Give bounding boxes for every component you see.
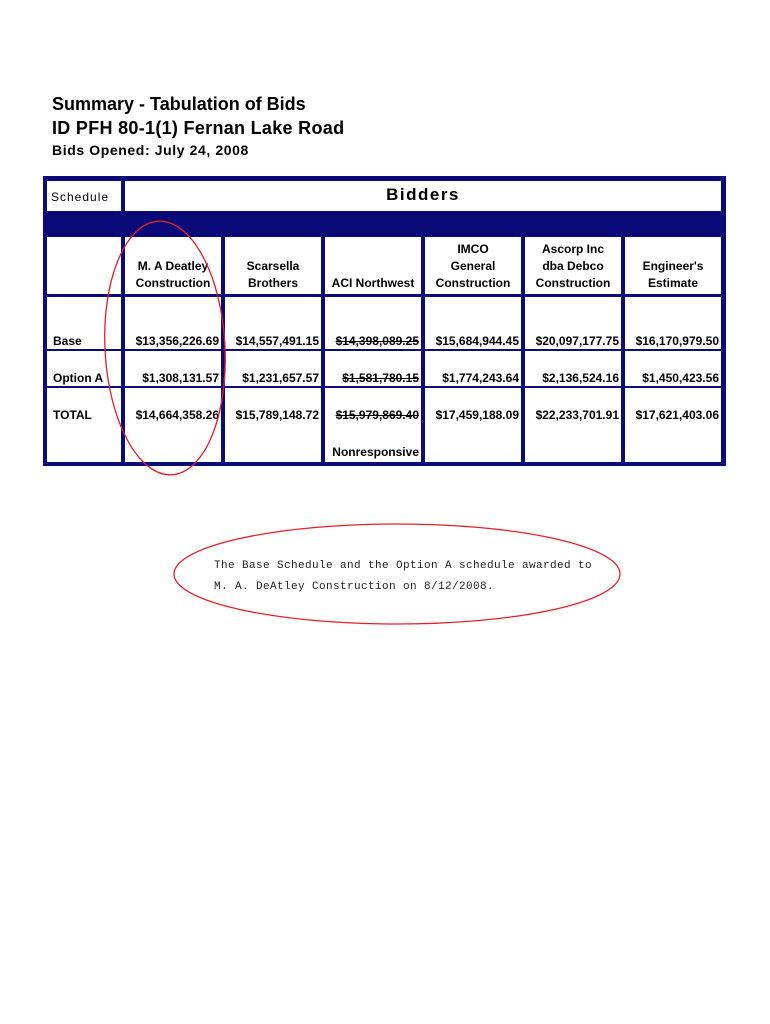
bidder-name: M. A Deatley Construction (135, 259, 211, 290)
project-id: ID PFH 80-1(1) Fernan Lake Road (52, 118, 345, 138)
bid-total: $14,664,358.26 (135, 408, 219, 422)
award-note-line: The Base Schedule and the Option A schedule awarded to (214, 560, 593, 572)
bid-total: $22,233,701.91 (535, 408, 619, 422)
bid-base: $14,557,491.15 (235, 334, 319, 348)
bidder-name: Ascorp Inc dba Debco Construction (535, 242, 611, 290)
bid-base: $15,684,944.45 (435, 334, 519, 348)
bid-base: $14,398,089.25 (335, 334, 419, 348)
page-title: Summary - Tabulation of Bids (52, 94, 306, 114)
row-label-base: Base (53, 334, 82, 348)
bid-total: $15,789,148.72 (235, 408, 319, 422)
bidder-name: IMCO General Construction (435, 242, 511, 290)
bidder-name: Scarsella Brothers (246, 259, 300, 290)
bid-total: $17,459,188.09 (435, 408, 519, 422)
award-note-circle (174, 524, 620, 624)
bid-option-a: $1,308,131.57 (142, 371, 219, 385)
bid-option-a: $2,136,524.16 (542, 371, 619, 385)
bid-option-a: $1,231,657.57 (242, 371, 319, 385)
row-label-option-a: Option A (53, 371, 104, 385)
bids-opened-date: Bids Opened: July 24, 2008 (52, 142, 249, 158)
bid-option-a: $1,450,423.56 (642, 371, 719, 385)
bid-total: $15,979,869.40 (335, 408, 419, 422)
bid-total: $17,621,403.06 (635, 408, 719, 422)
bid-option-a: $1,774,243.64 (442, 371, 519, 385)
schedule-header: Schedule (51, 190, 110, 204)
bidder-name: Engineer's Estimate (642, 259, 704, 290)
bid-base: $20,097,177.75 (535, 334, 619, 348)
bidder-name: ACI Northwest (331, 276, 415, 290)
bid-base: $16,170,979.50 (635, 334, 719, 348)
deatley-highlight-circle (98, 218, 231, 478)
bid-base: $13,356,226.69 (135, 334, 219, 348)
nonresponsive-note: Nonresponsive (332, 445, 419, 459)
bid-option-a: $1,581,780.15 (342, 371, 419, 385)
row-label-total: TOTAL (53, 408, 92, 422)
award-note-line: M. A. DeAtley Construction on 8/12/2008. (214, 581, 495, 593)
bidders-header: Bidders (386, 185, 460, 204)
